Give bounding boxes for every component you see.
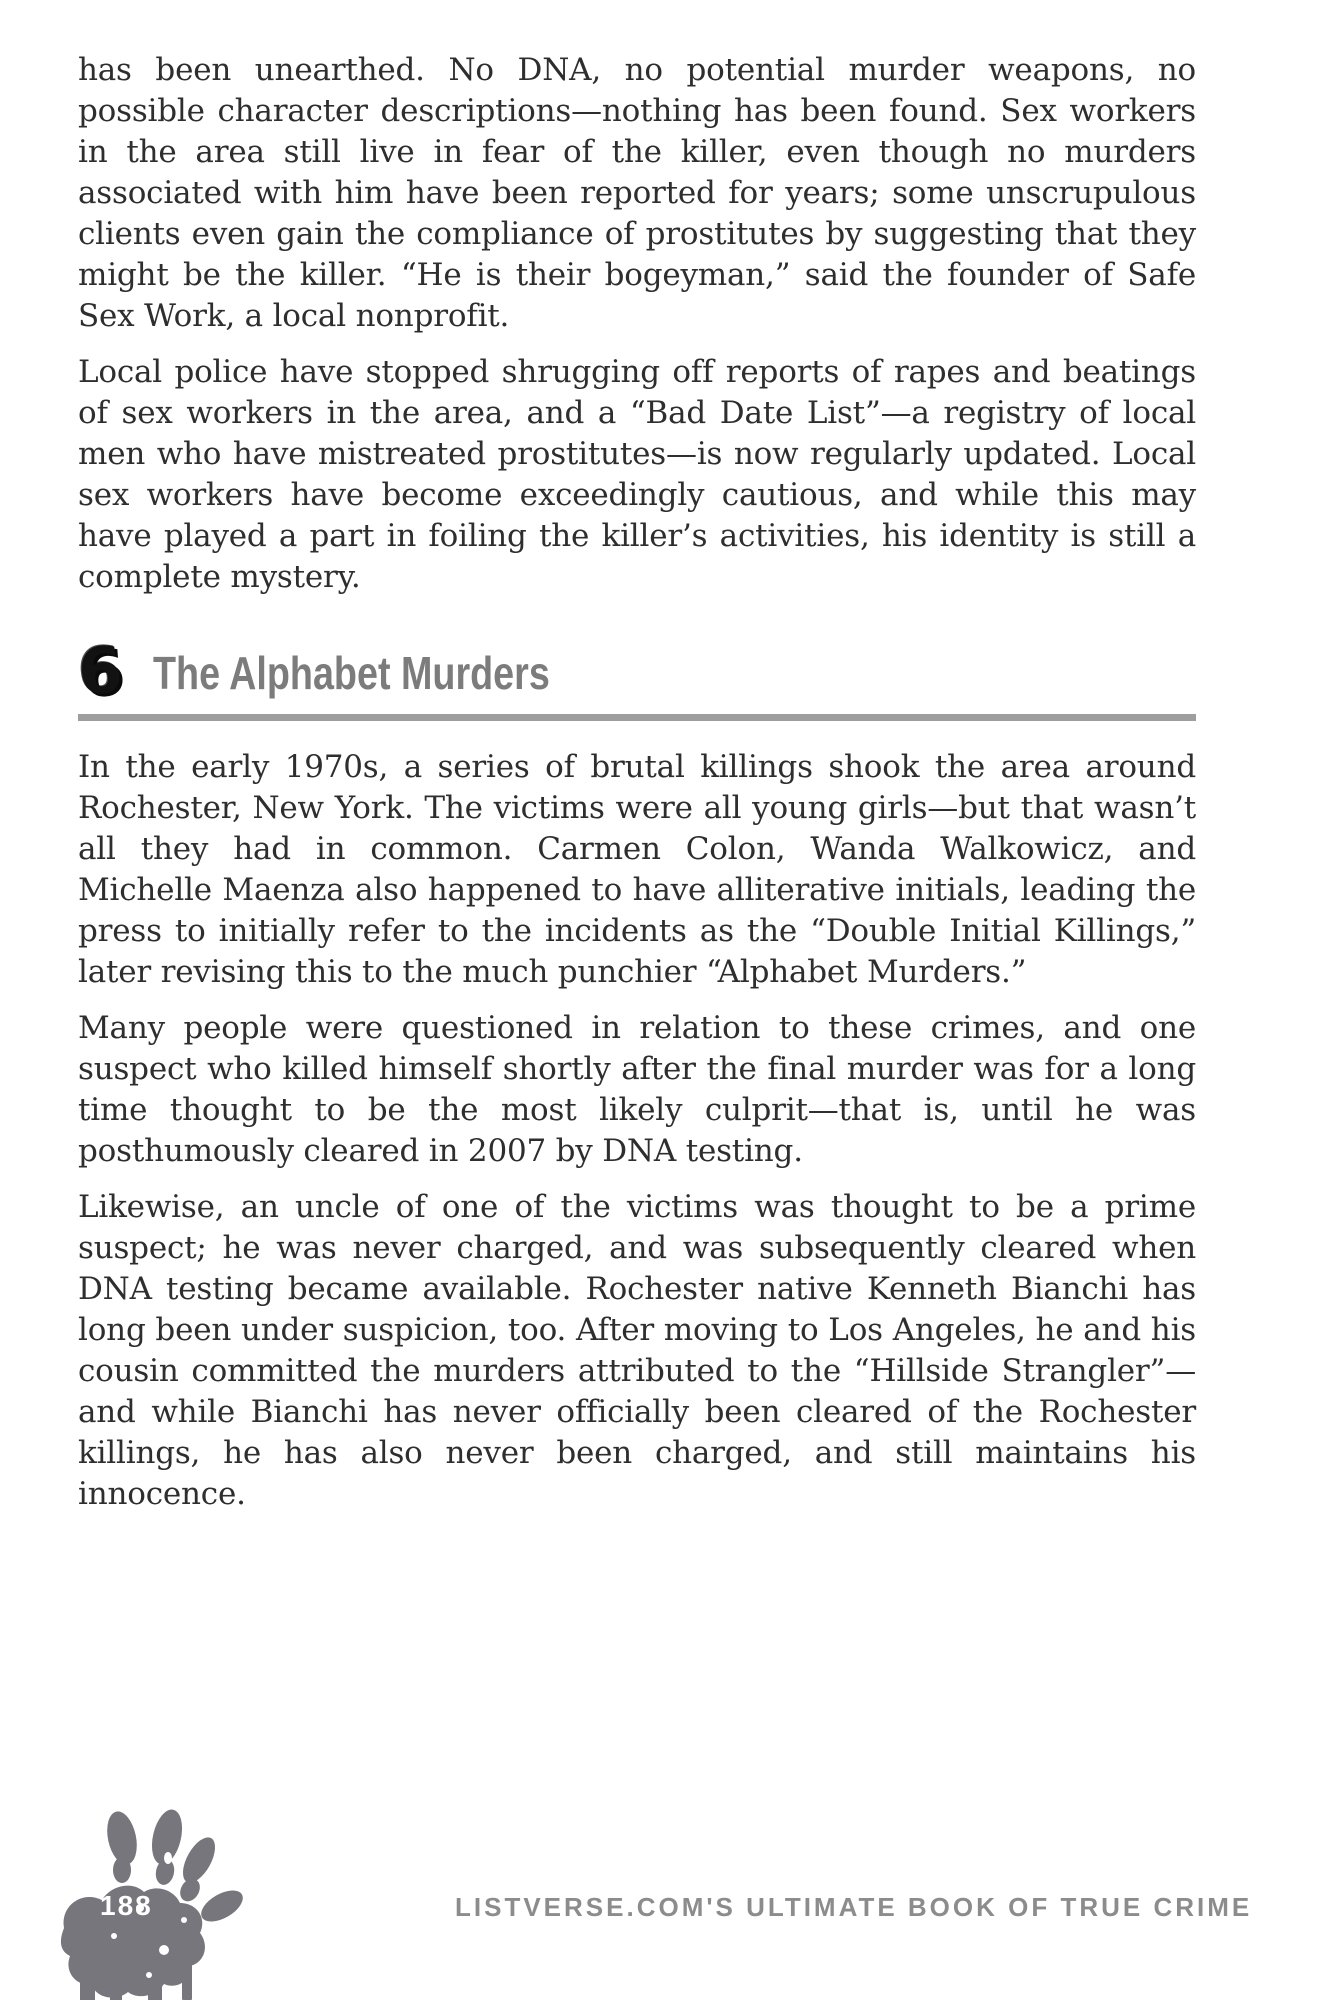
handprint-icon [52, 1808, 257, 2000]
section-title: The Alphabet Murders [152, 646, 550, 699]
paragraph: Many people were questioned in relation to these crimes, and one suspect who killed himself shortly after the final murder was for a long time thought to be the most likely culprit—that is, until he was posthumously cleared in 2007 by DNA testing. [78, 1009, 1196, 1169]
paragraph: Local police have stopped shrugging off reports of rapes and beatings of sex workers in the area, and a “Bad Date List”—a registry of local men who have mistreated prostitutes—is now regularly updated. Local sex workers have become exceedingly cautious, and while this may have played a part in foiling the killer’s activities, his identity is still a complete mystery. [78, 354, 1196, 595]
page-text-column [75, 50, 1196, 1530]
paragraph: has been unearthed. No DNA, no potential murder weapons, no possible character descriptions—nothing has been found. Sex workers in the area still live in fear of the killer, even though no murders associated with him have been reported for years; some unscrupulous clients even gain the compliance of prostitutes by suggesting that they might be the killer. “He is their bogeyman,” said the founder of Safe Sex Work, a local nonprofit. [78, 52, 1196, 334]
section-header [75, 633, 1196, 711]
running-footer-title: LISTVERSE.COM'S ULTIMATE BOOK OF TRUE CRIME [455, 1892, 1253, 1922]
paragraph: In the early 1970s, a series of brutal killings shook the area around Rochester, New York. The victims were all young girls—but that wasn’t all they had in common. Carmen Colon, Wanda Walkowicz, and Michelle Maenza also happened to have alliterative initials, leading the press to initially refer to the incidents as the “Double Initial Killings,” later revising this to the much punchier “Alphabet Murders.” [78, 748, 1196, 990]
page-number: 188 [100, 1890, 153, 1921]
section-number-badge: 6 [75, 633, 126, 711]
paragraph: Likewise, an uncle of one of the victims was thought to be a prime suspect; he was never charged, and was subsequently cleared when DNA testing became available. Rochester native Kenneth Bianchi has long been under suspicion, too. After moving to Los Angeles, he and his cousin committed the murders attributed to the “Hillside Strangler”—and while Bianchi has never officially been cleared of the Rochester killings, he has also never been charged, and still maintains his innocence. [78, 1188, 1196, 1512]
section-divider-rule [78, 714, 1196, 721]
